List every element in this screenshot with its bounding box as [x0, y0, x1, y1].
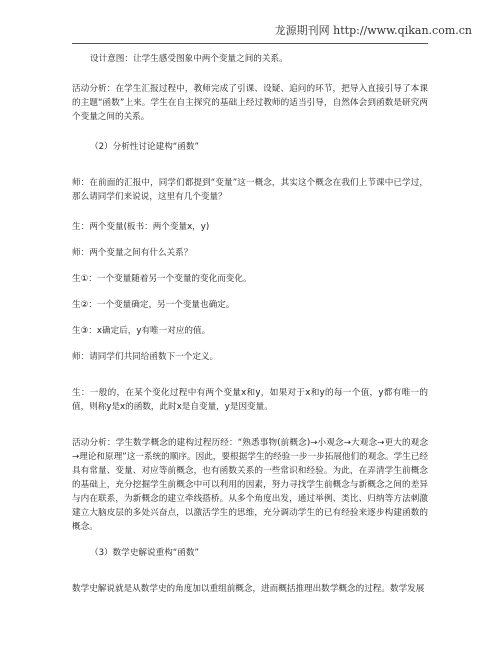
header-divider — [72, 43, 428, 44]
student-answer-paragraph: 生③：x确定后，y有唯一对应的值。 — [72, 326, 211, 336]
teacher-instruction-paragraph: 师：请同学们共同给函数下一个定义。 — [72, 352, 219, 362]
activity-analysis-paragraph: 活动分析：在学生汇报过程中，教师完成了引课、设疑、追问的环节，把导入直接引导了本课的主题“函数”上来。学生在自主探究的基础上经过教师的适当引导，自然体会到函数是研究两个变量之间的关系。 — [72, 84, 428, 122]
journal-site-name: 龙源期刊网 http://www.qikan.com.cn — [274, 24, 472, 37]
teacher-question-paragraph: 师：在前面的汇报中，同学们都提到“变量”这一概念，其实这个概念在我们上节课中已学过，那么请同学们来说说，这里有几个变量？ — [72, 178, 428, 202]
article-body — [72, 52, 428, 596]
design-intent-paragraph: 设计意图：让学生感受图象中两个变量之间的关系。 — [90, 54, 288, 64]
history-explanation-paragraph: 数学史解说就是从数学史的角度加以重组前概念，进而概括推理出数学概念的过程。数学发展 — [72, 584, 425, 594]
activity-analysis-paragraph: 活动分析：学生数学概念的建构过程历经：“熟悉事物(前概念)→小观念→大观念→更大的观念→理论和原理”这一系统的顺序。因此，要根据学生的经验一步一步拓展他们的观念。学生已经具有常量、变量、对应等前概念，也有函数关系的一些常识和经验。为此，在弄清学生前概念的基础上，充分挖掘学生前概念中可以利用的因素，努力寻找学生前概念与新概念之间的差异与内在联系，为新概念的建立牵线搭桥。从多个角度出发，通过举例、类比、归纳等方法刺激建立大脑皮层的多处兴奋点，以激活学生的思维，充分调动学生的已有经验来逐步构建函数的概念。 — [72, 438, 428, 532]
section-heading: （2）分析性讨论建构“函数” — [90, 142, 199, 152]
student-answer-paragraph: 生②：一个变量确定，另一个变量也确定。 — [72, 300, 235, 310]
student-answer-paragraph: 生①：一个变量随着另一个变量的变化而变化。 — [72, 274, 252, 284]
function-definition-paragraph: 生：一般的，在某个变化过程中有两个变量x和y，如果对于x和y的每一个值，y都有唯一的值，则称y是x的函数，此时x是自变量，y是因变量。 — [72, 388, 428, 412]
page-header — [0, 22, 500, 44]
section-heading: （3）数学史解说重构“函数” — [90, 548, 199, 558]
teacher-question-paragraph: 师：两个变量之间有什么关系？ — [72, 248, 193, 258]
student-answer-paragraph: 生：两个变量(板书：两个变量x，y) — [72, 222, 210, 232]
